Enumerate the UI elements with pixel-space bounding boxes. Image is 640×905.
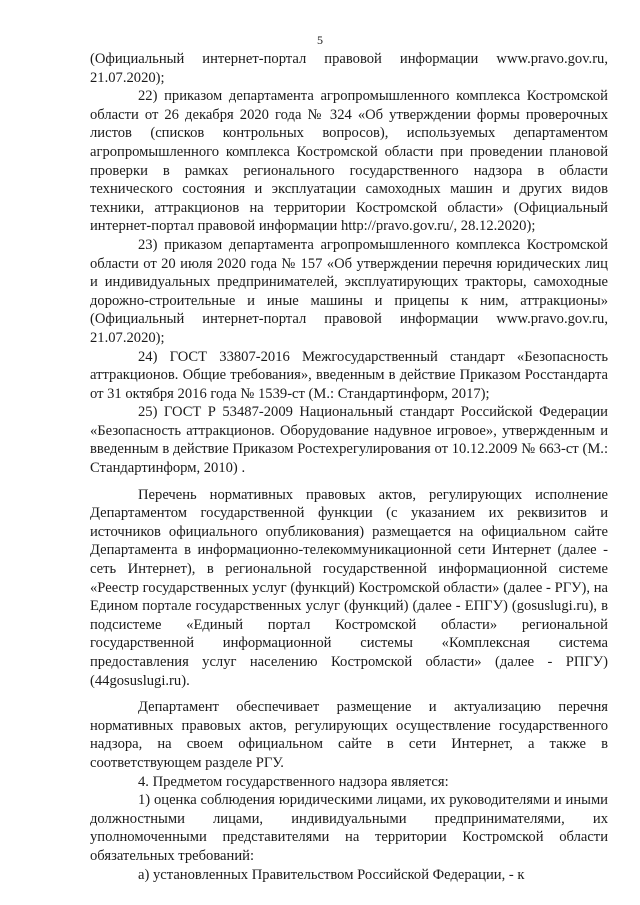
paragraph-25: 25) ГОСТ Р 53487-2009 Национальный стандарт Российской Федерации «Безопасность аттракционов. Оборудование надувное игровое», утвержденным и введенным в действие Приказом Ростехрегулирования от 10.12.2009 № 663-ст (М.: Стандартинформ, 2010) . (90, 404, 608, 477)
paragraph-section-4-heading: 4. Предметом государственного надзора является: (138, 773, 449, 790)
document-body (90, 50, 608, 884)
paragraph-list-of-acts: Перечень нормативных правовых актов, регулирующих исполнение Департаментом государственной функции (с указанием их реквизитов и источников официального опубликования) размещается на официальном сайте Департамента в информационно-телекоммуникационной сети Интернет (далее - сеть Интернет), в региональной государственной информационной системе «Реестр государственных услуг (функций) Костромской области» (далее - РГУ), на Едином портале государственных услуг (функций) (далее - ЕПГУ) (gosuslugi.ru), в подсистеме «Единый портал Костромской области» региональной государственной информационной системы «Комплексная система предоставления услуг населению Костромской области» (далее - РПГУ) (44gosuslugi.ru). (90, 486, 608, 689)
paragraph-item-1: 1) оценка соблюдения юридическими лицами, их руководителями и иными должностными лицами, индивидуальными предпринимателями, их уполномоченными представителями на территории Костромской области обязательных требований: (90, 792, 608, 864)
paragraph-23: 23) приказом департамента агропромышленного комплекса Костромской области от 20 июля 2020 года № 157 «Об утверждении перечня юридических лиц и индивидуальных предпринимателей, эксплуатирующих тракторы, самоходные дорожно-строительные и иные машины и прицепы к ним, аттракционы» (Официальный интернет-портал правовой информации www.pravo.gov.ru, 21.07.2020); (90, 236, 608, 346)
page-number: 5 (317, 33, 323, 47)
paragraph-item-a: а) установленных Правительством Российской Федерации, - к (138, 866, 525, 883)
paragraph-24: 24) ГОСТ 33807-2016 Межгосударственный стандарт «Безопасность аттракционов. Общие требования», введенным в действие Приказом Росстандарта от 31 октября 2016 года № 1539-ст (М.: Стандартинформ, 2017); (90, 348, 608, 402)
paragraph-1: (Официальный интернет-портал правовой информации www.pravo.gov.ru, 21.07.2020); (90, 51, 608, 86)
paragraph-department-updates: Департамент обеспечивает размещение и актуализацию перечня нормативных правовых актов, регулирующих осуществление государственного надзора, на своем официальном сайте в сети Интернет, а также в соответствующем разделе РГУ. (90, 699, 608, 771)
paragraph-22: 22) приказом департамента агропромышленного комплекса Костромской области от 26 декабря 2020 года № 324 «Об утверждении формы проверочных листов (списков контрольных вопросов), используемых департаментом агропромышленного комплекса Костромской области при проведении плановой проверки в рамках регионального государственного надзора в области технического состояния и эксплуатации самоходных машин и других видов техники, аттракционов на территории Костромской области» (Официальный интернет-портал правовой информации http://pravo.gov.ru/, 28.12.2020); (90, 88, 608, 235)
